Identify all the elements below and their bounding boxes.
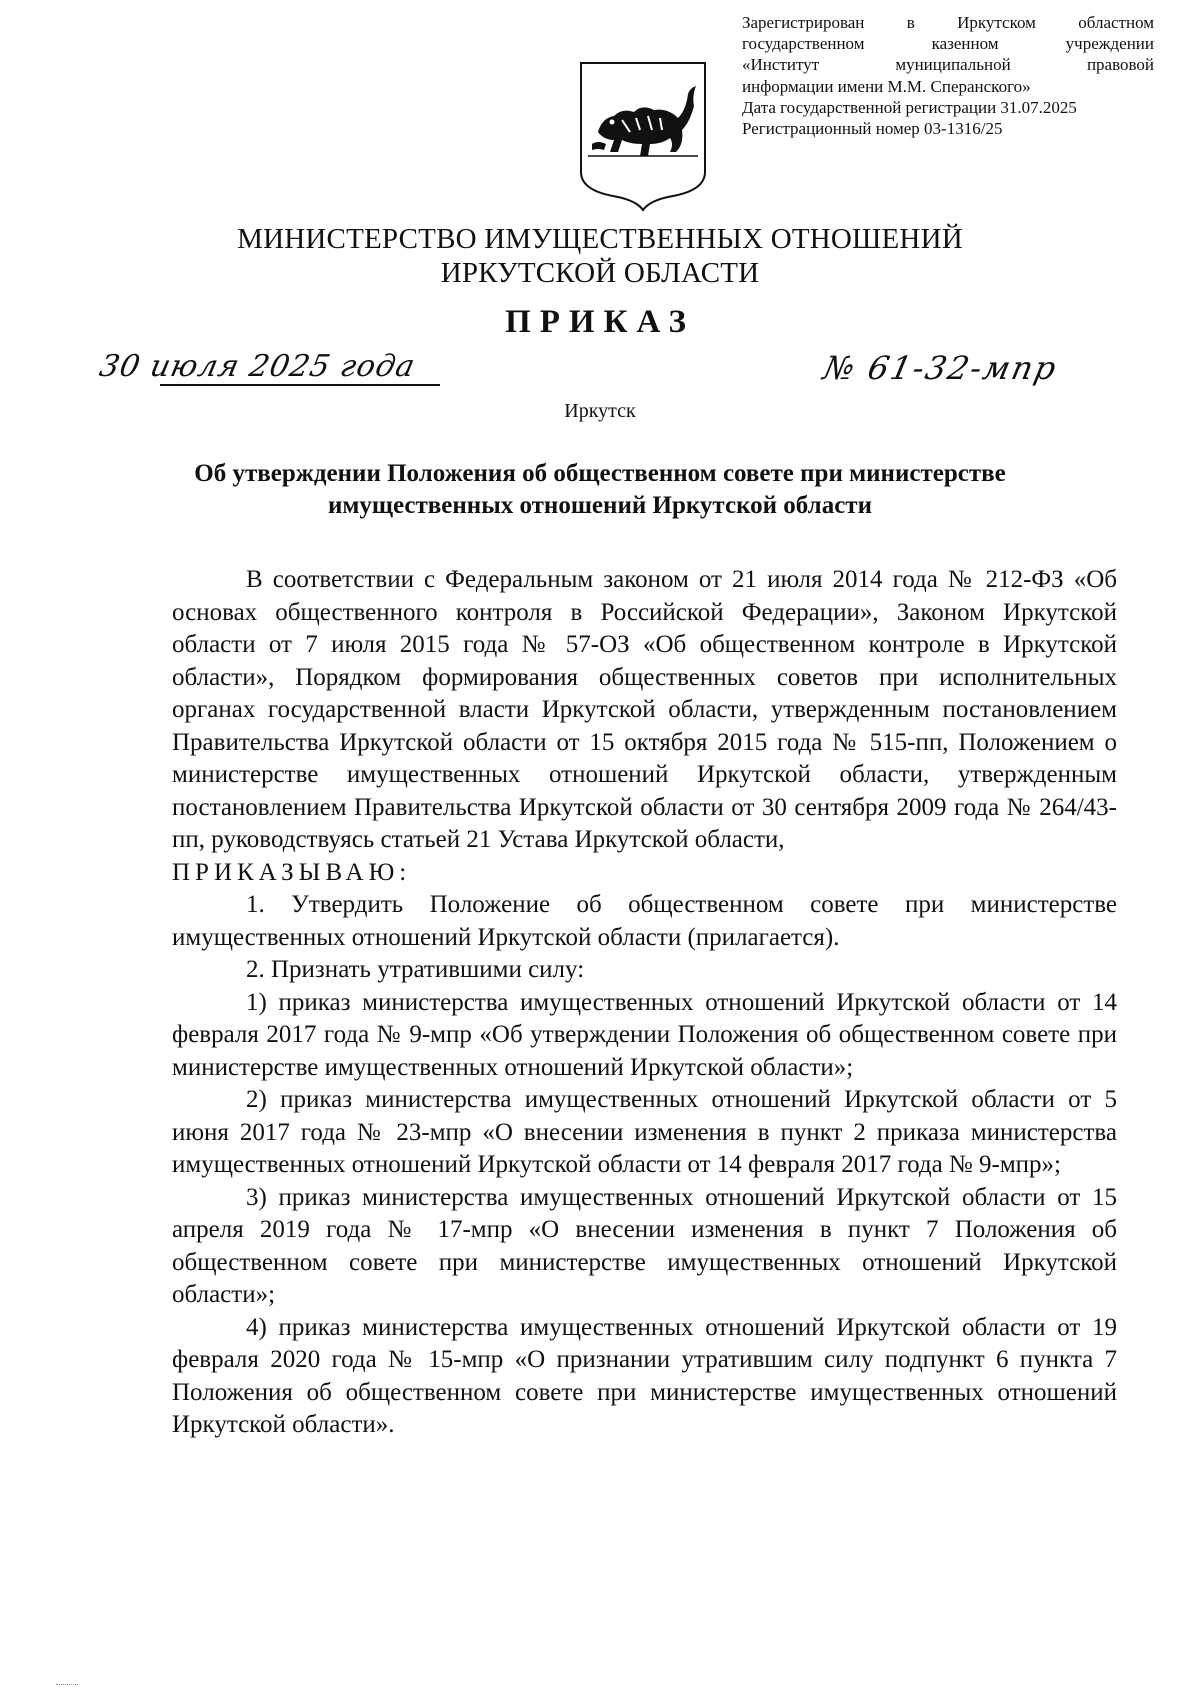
registration-line: Регистрационный номер 03-1316/25	[742, 119, 1003, 139]
registration-line: государственном казенном учреждении	[742, 34, 1154, 54]
coat-of-arms-icon	[578, 60, 708, 212]
ministry-name-line1: МИНИСТЕРСТВО ИМУЩЕСТВЕННЫХ ОТНОШЕНИЙ	[237, 223, 963, 255]
order-subitem-4: 4) приказ министерства имущественных отношений Иркутской области от 19 февраля 2020 года № 15-мпр «О признании утратившим силу подпункт 6 пункта 7 Положения об общественном совете при министерстве имущественных отношений Иркутской области».	[172, 1313, 1117, 1438]
ministry-name	[0, 222, 1200, 290]
registration-line: Дата государственной регистрации 31.07.2025	[742, 97, 1077, 117]
order-subitem-3: 3) приказ министерства имущественных отношений Иркутской области от 15 апреля 2019 года № 17-мпр «О внесении изменения в пункт 7 Положения об общественном совете при министерстве имущественных отношений Иркутской области»;	[172, 1183, 1117, 1308]
registration-line: Зарегистрирован в Иркутском областном	[742, 13, 1154, 32]
order-subitem-2: 2) приказ министерства имущественных отношений Иркутской области от 5 июня 2017 года № 23-мпр «О внесении изменения в пункт 2 приказа министерства имущественных отношений Иркутской области от 14 февраля 2017 года № 9-мпр»;	[172, 1086, 1117, 1178]
registration-stamp	[742, 12, 1154, 139]
order-item-1: 1. Утвердить Положение об общественном совете при министерстве имущественных отношений Иркутской области (прилагается).	[172, 891, 1117, 951]
handwritten-date: 30 июля 2025 года	[96, 349, 419, 384]
title-line1: Об утверждении Положения об общественном совете при министерстве	[194, 460, 1006, 487]
document-title	[120, 458, 1080, 522]
document-type: ПРИКАЗ	[505, 304, 695, 340]
order-word: ПРИКАЗЫВАЮ:	[172, 858, 412, 886]
registration-line: информации имени М.М. Сперанского»	[742, 76, 1031, 96]
registration-line: «Институт муниципальной правовой	[742, 55, 1154, 75]
date-underline	[160, 384, 440, 386]
title-line2: имущественных отношений Иркутской области	[327, 492, 872, 519]
order-item-2: 2. Признать утратившими силу:	[246, 956, 585, 983]
handwritten-number: № 61-32-мпр	[819, 349, 1062, 387]
document-body	[172, 564, 1117, 1442]
scan-mark	[56, 1684, 78, 1686]
preamble-paragraph: В соответствии с Федеральным законом от 21 июля 2014 года № 212-ФЗ «Об основах общественного контроля в Российской Федерации», Законом Иркутской области от 7 июля 2015 года № 57-ОЗ «Об общественном контроле в Иркутской области», Порядком формирования общественных советов при исполнительных органах государственной власти Иркутской области, утвержденным постановлением Правительства Иркутской области от 15 октября 2015 года № 515-пп, Положением о министерстве имущественных отношений Иркутской области, утвержденным постановлением Правительства Иркутской области от 30 сентября 2009 года № 264/43-пп, руководствуясь статьей 21 Устава Иркутской области,	[172, 566, 1117, 853]
ministry-name-line2: ИРКУТСКОЙ ОБЛАСТИ	[440, 257, 760, 289]
order-subitem-1: 1) приказ министерства имущественных отношений Иркутской области от 14 февраля 2017 года № 9-мпр «Об утверждении Положения об общественном совете при министерстве имущественных отношений Иркутской области»;	[172, 988, 1117, 1081]
city: Иркутск	[564, 400, 636, 422]
